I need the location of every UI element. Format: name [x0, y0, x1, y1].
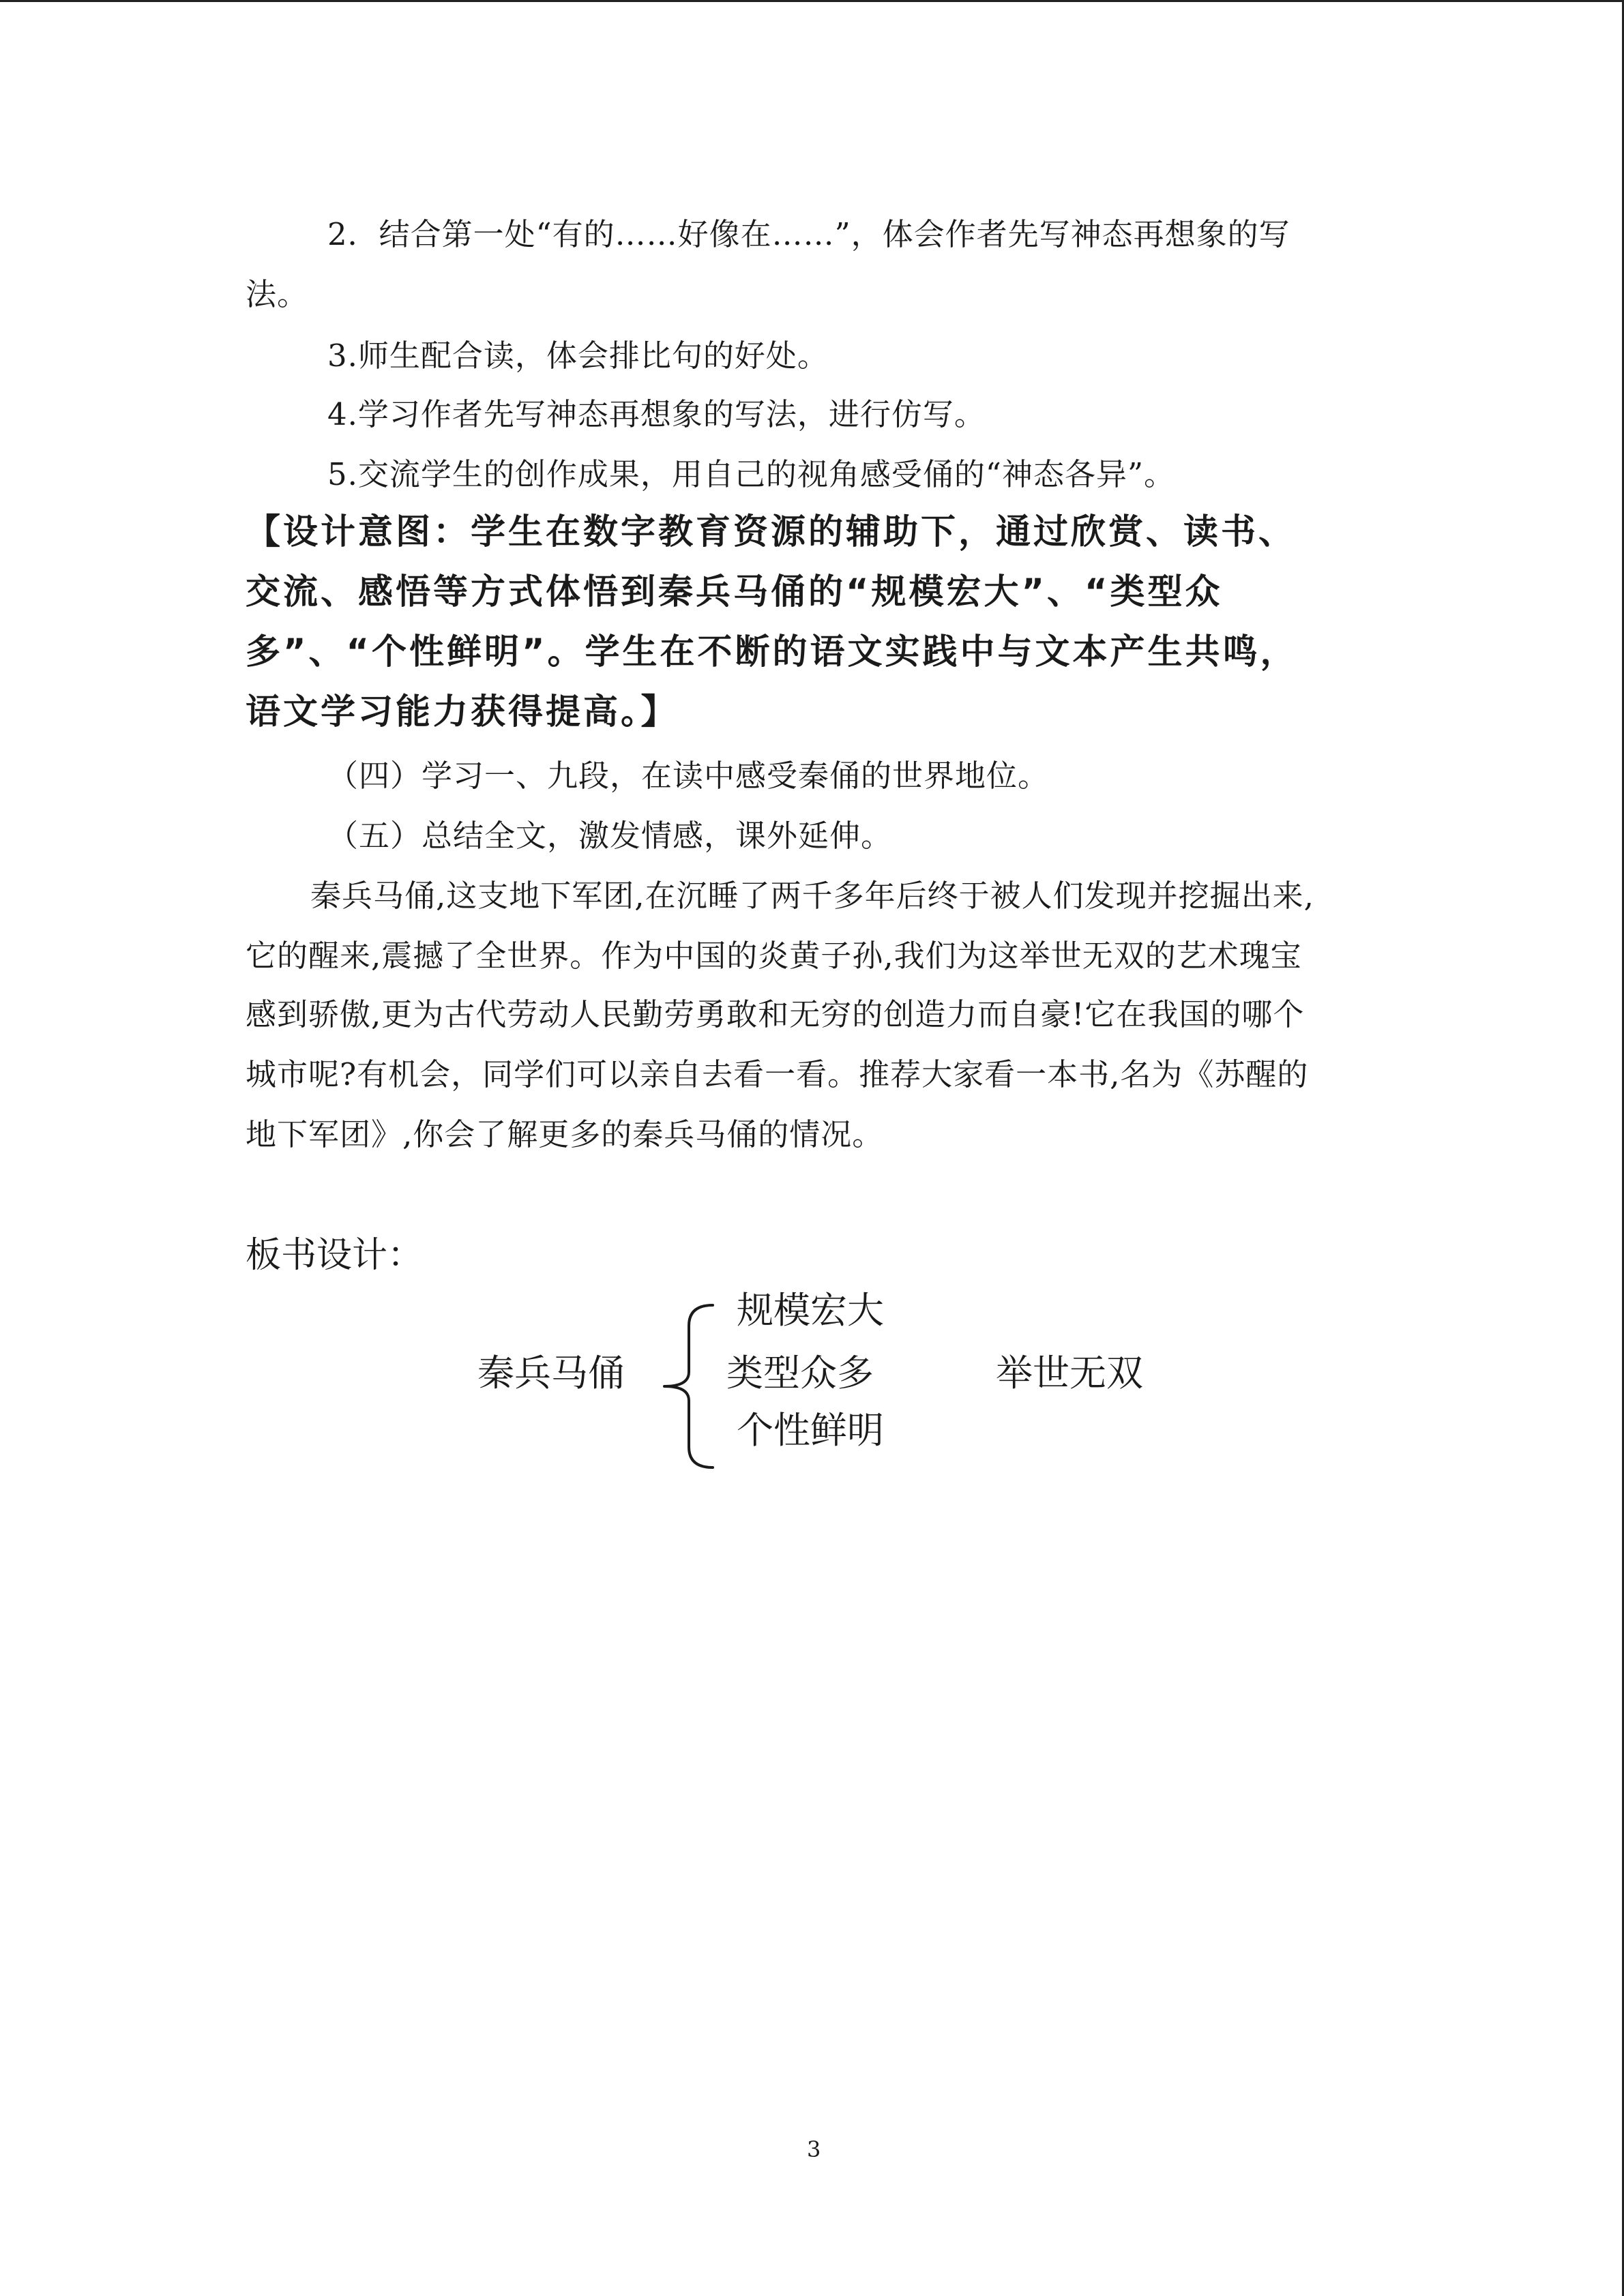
step-4: 4.学习作者先写神态再想象的写法，进行仿写。 [327, 396, 986, 432]
summary-line-5: 地下军团》,你会了解更多的秦兵马俑的情况。 [246, 1116, 884, 1152]
board-feature-scale: 规模宏大 [737, 1289, 884, 1332]
page-number: 3 [807, 2136, 821, 2162]
board-feature-types: 类型众多 [726, 1352, 874, 1395]
design-intent-line-3: 多”、“个性鲜明”。学生在不断的语文实践中与文本产生共鸣， [246, 632, 1298, 672]
board-conclusion: 举世无双 [996, 1352, 1143, 1395]
summary-line-3: 感到骄傲,更为古代劳动人民勤劳勇敢和无穷的创造力而自豪!它在我国的哪个 [246, 996, 1305, 1032]
design-intent-line-1: 【设计意图：学生在数字教育资源的辅助下，通过欣赏、读书、 [246, 512, 1297, 552]
step-5: 5.交流学生的创作成果，用自己的视角感受俑的“神态各异”。 [327, 456, 1175, 492]
board-design-heading: 板书设计： [246, 1235, 424, 1276]
step-3: 3.师生配合读，体会排比句的好处。 [327, 338, 829, 374]
board-feature-personality: 个性鲜明 [737, 1409, 884, 1452]
board-subject: 秦兵马俑 [477, 1352, 625, 1395]
summary-line-4: 城市呢?有机会，同学们可以亲自去看一看。推荐大家看一本书,名为《苏醒的 [246, 1056, 1309, 1092]
summary-line-1: 秦兵马俑,这支地下军团,在沉睡了两千多年后终于被人们发现并挖掘出来, [310, 878, 1314, 914]
curly-brace-icon [655, 1301, 730, 1472]
design-intent-line-4: 语文学习能力获得提高。】 [246, 692, 679, 732]
design-intent-line-2: 交流、感悟等方式体悟到秦兵马俑的“规模宏大”、“类型众 [246, 572, 1223, 612]
step-2-line-2: 法。 [246, 276, 309, 312]
section-five: （五）总结全文，激发情感，课外延伸。 [327, 818, 893, 854]
section-four: （四）学习一、九段，在读中感受秦俑的世界地位。 [327, 758, 1050, 794]
step-2-line-1: 2．结合第一处“有的……好像在……”，体会作者先写神态再想象的写 [327, 216, 1290, 252]
summary-line-2: 它的醒来,震撼了全世界。作为中国的炎黄子孙,我们为这举世无双的艺术瑰宝 [246, 938, 1302, 974]
